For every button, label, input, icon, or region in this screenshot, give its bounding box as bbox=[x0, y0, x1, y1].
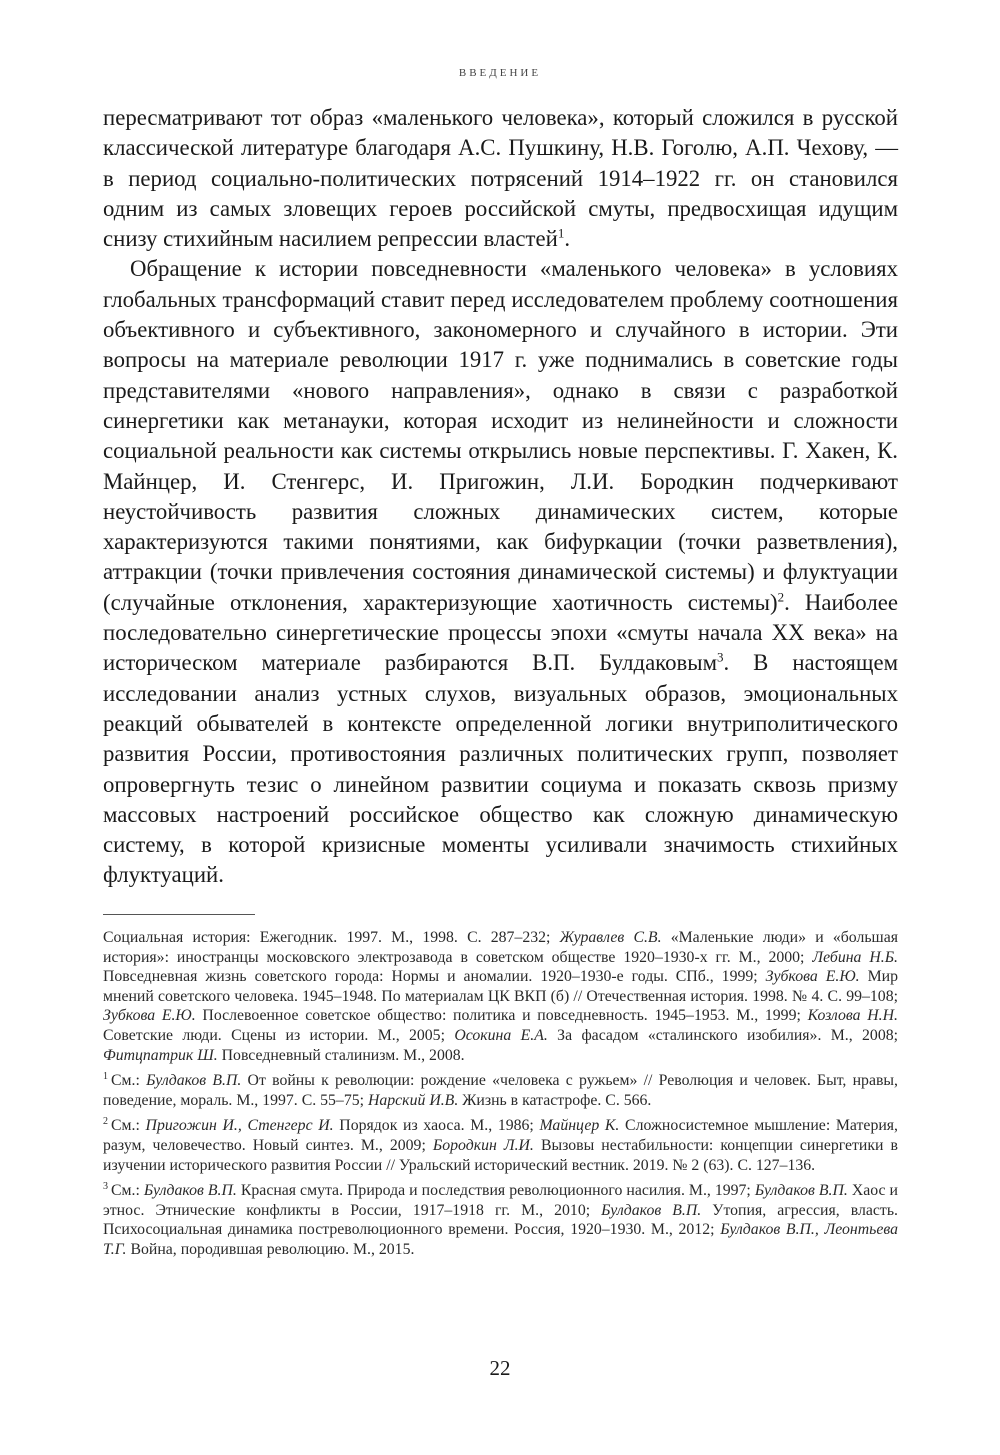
footnote-3 bbox=[103, 1181, 898, 1259]
page-number: 22 bbox=[489, 1356, 511, 1380]
paragraph-2-text-a: Обращение к истории повседневности «маленького человека» в условиях глобальных трансформаций ставит перед исследователем проблему соотношения объективного и субъективного, закономерного и случайного в истории. Эти вопросы на материале революции 1917 г. уже поднимались в советские годы представителями «нового направления», однако в связи с разработкой синергетики как метанауки, которая исходит из нелинейности и сложности социальной реальности как системы открылись новые перспективы. Г. Хакен, К. Майнцер, И. Стенгерс, И. Пригожин, Л.И. Бородкин подчеркивают неустойчивость развития сложных динамических систем, которые характеризуются такими понятиями, как бифуркации (точки разветвления), аттракции (точки привлечения состояния динамической системы) и флуктуации (случайные отклонения, характеризующие хаотичность системы) bbox=[103, 256, 898, 615]
fn-author: Осокина Е.А. bbox=[454, 1026, 548, 1044]
main-text bbox=[103, 103, 898, 891]
fn-author: Зубкова Е.Ю. bbox=[765, 968, 860, 986]
fn-text: Утопия, агрессия, власть. Психосоциальная динамика постреволюционного времени. Россия, 1920–1930. М., 2012; bbox=[103, 1201, 898, 1239]
fn-text: Послевоенное советское общество: политика и повседневность. 1945–1953. М., 1999; bbox=[195, 1007, 808, 1025]
fn-text: Мир мнений советского человека. 1945–1948. По материалам ЦК ВКП (б) // Отечественная история. 1998. № 4. С. 99–108; bbox=[103, 968, 898, 1005]
fn-author: Зубкова Е.Ю. bbox=[103, 1007, 196, 1025]
fn-author: Булдаков В.П. bbox=[146, 1072, 242, 1090]
fn-text: См.: bbox=[111, 1072, 147, 1090]
fn-author: Булдаков В.П. bbox=[601, 1201, 702, 1219]
footnote-2 bbox=[103, 1116, 898, 1175]
footnote-1 bbox=[103, 1071, 898, 1110]
fn-text: За фасадом «сталинского изобилия». М., 2008; bbox=[547, 1026, 899, 1044]
footnotes bbox=[103, 928, 898, 1266]
fn-author: Булдаков В.П. bbox=[754, 1182, 848, 1200]
fn-text: От войны к революции: рождение «человека с ружьем» // Революция и человек. Быт, нравы, поведение, мораль. М., 1997. С. 55–75; bbox=[103, 1072, 898, 1109]
footnote-ref-2[interactable]: 2 bbox=[777, 589, 785, 605]
paragraph-2-text-b: . Наиболее последовательно синергетические процессы эпохи «смуты начала XX века» на историческом материале разбираются В.П. Булдаковым bbox=[103, 589, 898, 676]
fn-author: Майнцер К. bbox=[539, 1117, 620, 1135]
fn-text: См.: bbox=[111, 1182, 144, 1200]
paragraph-2-text-c: . В настоящем исследовании анализ устных слухов, визуальных образов, эмоциональных реакций обывателей в контексте определенной логики внутриполитического развития России, противостояния различных политических групп, позволяет опровергнуть тезис о линейном развитии социума и показать сквозь призму массовых настроений российское общество как сложную динамическую систему, в которой кризисные моменты усиливали значимость стихийных флуктуаций. bbox=[103, 650, 898, 888]
footnote-continued bbox=[103, 928, 898, 1065]
fn-text: Повседневная жизнь советского города: Нормы и аномалии. 1920–1930-е годы. СПб., 1999; bbox=[103, 968, 766, 986]
footnote-1-mark: 1 bbox=[103, 1070, 108, 1082]
fn-text: Вызовы нестабильности: концепции синергетики в изучении исторического развития России // Уральский исторический вестник. 2019. № 2 (63). С. 127–136. bbox=[103, 1136, 899, 1174]
fn-author: Булдаков В.П. bbox=[143, 1182, 237, 1200]
footnote-2-mark: 2 bbox=[103, 1116, 108, 1128]
fn-text: См.: bbox=[111, 1117, 146, 1135]
fn-text: Порядок из хаоса. М., 1986; bbox=[333, 1117, 540, 1135]
fn-text: Война, породившая революцию. М., 2015. bbox=[126, 1240, 415, 1258]
fn-author: Козлова Н.Н. bbox=[807, 1007, 898, 1025]
paragraph-1-text: пересматривают тот образ «маленького человека», который сложился в русской классической литературе благодаря А.С. Пушкину, Н.В. Гоголю, А.П. Чехову, — в период социально-политических потрясений 1914–1922 гг. он становился одним из самых зловещих героев российской смуты, предвосхищая идущим снизу стихийным насилием репрессии властей bbox=[103, 105, 898, 252]
footnote-ref-3[interactable]: 3 bbox=[717, 649, 724, 665]
paragraph-2 bbox=[103, 254, 898, 890]
running-head: ВВЕДЕНИЕ bbox=[458, 67, 542, 79]
fn-text: Сложносистемное мышление: Материя, разум, человечество. Новый синтез. М., 2009; bbox=[103, 1117, 899, 1154]
fn-text: Социальная история: Ежегодник. 1997. М., 1998. С. 287–232; bbox=[103, 929, 560, 946]
paragraph-1: пересматривают тот образ «маленького человека», который сложился в русской классической литературе благодаря А.С. Пушкину, Н.В. Гоголю, А.П. Чехову, — в период социально-политических потрясений 1914–1922 гг. он становился одним из самых зловещих героев российской смуты, предвосхищая идущим снизу стихийным насилием репрессии властей$^1$. bbox=[103, 105, 898, 252]
fn-author: Фитцпатрик Ш. bbox=[103, 1046, 218, 1064]
fn-author: Пригожин И., Стенгерс И. bbox=[145, 1117, 334, 1135]
fn-author: Нарский И.В. bbox=[367, 1091, 459, 1109]
fn-author: Лебина Н.Б. bbox=[812, 948, 899, 966]
fn-text: «Маленькие люди» и «большая история»: иностранцы московского электрозавода в советском обществе 1920–1930-х гг. М., 2000; bbox=[103, 929, 898, 966]
fn-author: Бородкин Л.И. bbox=[432, 1136, 534, 1154]
fn-text: Советские люди. Сцены из истории. М., 2005; bbox=[103, 1026, 455, 1044]
footnote-ref-1[interactable]: 1 bbox=[557, 225, 565, 241]
fn-text: Красная смута. Природа и последствия революционного насилия. М., 1997; bbox=[236, 1182, 755, 1200]
footnote-3-mark: 3 bbox=[103, 1180, 108, 1192]
fn-text: Хаос и этнос. Этнические конфликты в России, 1917–1918 гг. М., 2010; bbox=[103, 1182, 898, 1219]
footnote-divider bbox=[103, 914, 255, 915]
fn-author: Булдаков В.П., Леонтьева Т.Г. bbox=[103, 1221, 898, 1258]
fn-author: Журавлев С.В. bbox=[559, 929, 662, 946]
fn-text: Жизнь в катастрофе. С. 566. bbox=[458, 1091, 652, 1109]
fn-text: Повседневный сталинизм. М., 2008. bbox=[217, 1046, 465, 1064]
